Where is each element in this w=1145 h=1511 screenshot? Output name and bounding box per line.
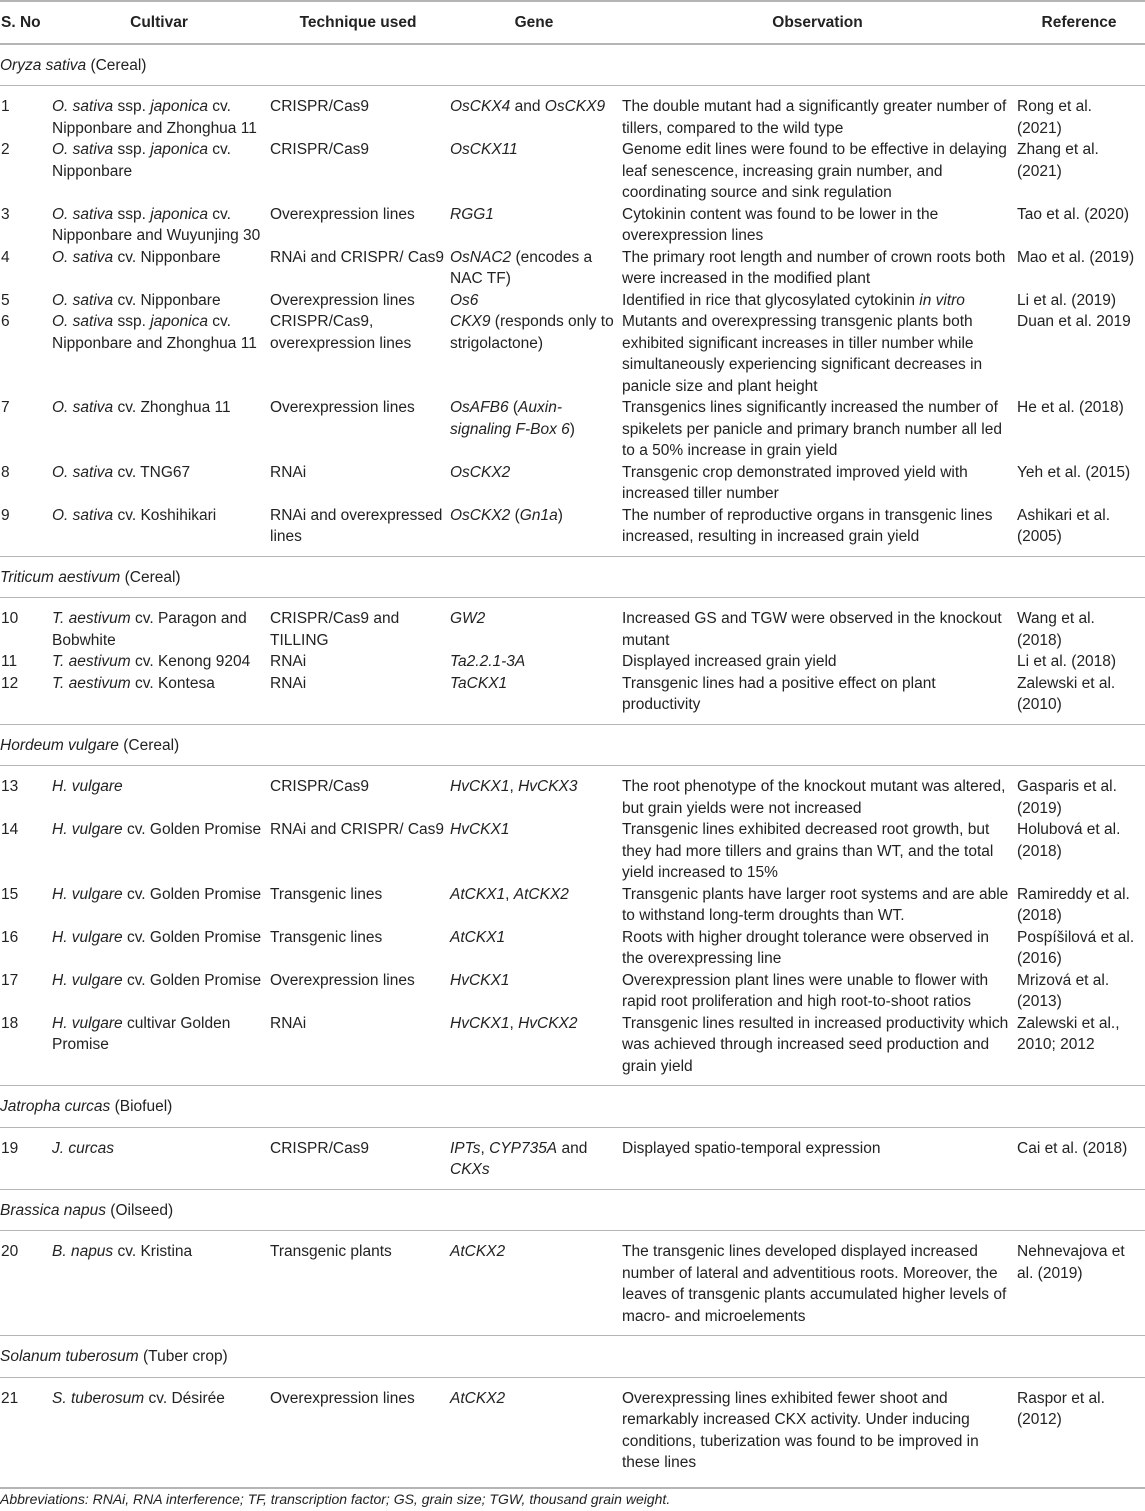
cell-reference: Gasparis et al. (2019) [1017,778,1117,817]
cell-cultivar [52,970,270,1013]
cell-cultivar [52,1241,270,1327]
section-species: Triticum aestivum [0,568,121,586]
cell-gene [450,651,622,673]
header-cultivar: Cultivar [52,1,270,44]
italic-text: HvCKX2 [518,1014,578,1032]
text: ) [569,420,575,438]
table-row [0,776,1145,819]
cell-reference: He et al. (2018) [1017,399,1124,416]
italic-text: OsCKX2 [450,463,511,481]
text: Increased GS and TGW were observed in the knockout mutant [622,610,1002,649]
text: Cytokinin content was found to be lower in the overexpression lines [622,205,939,244]
cell-sno: 11 [1,653,18,670]
table-row [0,1138,1145,1181]
cell-cultivar [52,776,270,819]
table-row [0,608,1145,651]
table-row [0,247,1145,290]
text: The root phenotype of the knockout mutant was altered, but grain yields were not increased [622,778,1006,817]
cell-gene [450,247,622,290]
cell-technique: RNAi [270,463,307,481]
header-observation: Observation [622,1,1017,44]
cell-cultivar [52,1013,270,1078]
footnote: Abbreviations: RNAi, RNA interference; TF, transcription factor; GS, grain size; TGW, thousand grain weight. [0,1487,1145,1511]
text: , [509,1014,519,1032]
section-header [0,1336,1145,1378]
cell-gene [450,673,622,716]
section-category: (Cereal) [118,736,180,754]
text: cv. Golden Promise [122,821,262,838]
cell-technique: Overexpression lines [270,291,415,309]
italic-text: AtCKX1 [450,885,506,903]
header-gene: Gene [450,1,622,44]
cell-sno: 21 [1,1389,19,1407]
cell-observation [622,96,1017,139]
italic-text: H. vulgare [52,1014,123,1032]
section-header [0,1086,1145,1128]
cell-observation [622,1138,1017,1181]
cell-gene [450,776,622,819]
cell-observation [622,927,1017,970]
cell-observation [622,311,1017,397]
cell-observation [622,1241,1017,1327]
cell-gene [450,819,622,884]
italic-text: H. vulgare [52,778,123,795]
cell-technique: Transgenic plants [270,1243,392,1260]
text: Transgenic plants have larger root systems and are able to withstand long-term droughts than WT. [622,885,1009,924]
italic-text: H. vulgare [52,885,123,903]
cell-gene [450,505,622,548]
cell-cultivar [52,1138,270,1181]
cell-sno: 15 [1,885,19,903]
text: cv. Nipponbare [52,141,231,180]
cell-reference: Wang et al. (2018) [1017,610,1095,649]
cell-reference: Ramireddy et al. (2018) [1017,885,1130,924]
table-body [0,44,1145,1482]
text: ssp. [113,141,151,158]
italic-text: RGG1 [450,205,494,223]
text: The primary root length and number of crown roots both were increased in the modified plant [622,248,1006,287]
section-category: (Biofuel) [110,1098,173,1115]
cell-cultivar [52,290,270,312]
text: , [509,778,519,795]
text: and [510,98,545,115]
cell-technique: Transgenic lines [270,928,383,946]
italic-text: Ta2.2.1-3A [450,653,526,670]
text: cv. Zhonghua 11 [113,399,231,416]
table-row [0,1013,1145,1078]
text: cv. Paragon and Bobwhite [52,610,247,649]
text: Displayed increased grain yield [622,653,837,670]
cell-sno: 5 [1,291,10,309]
italic-text: T. aestivum [52,610,131,627]
italic-text: OsCKX9 [544,98,606,115]
text: Overexpression plant lines were unable to flower with rapid root proliferation and high root-to-shoot ratios [622,971,989,1010]
section-species: Brassica napus [0,1201,106,1219]
text: cv. Golden Promise [122,885,262,903]
italic-text: HvCKX1 [450,778,510,795]
cell-sno: 8 [1,463,10,481]
text: cv. Koshihikari [113,506,217,524]
italic-text: H. vulgare [52,821,123,838]
italic-text: CKX9 [450,313,491,330]
text: and [557,1139,588,1157]
text: Mutants and overexpressing transgenic plants both exhibited significant increases in tiller number while simultaneously experiencing significant decreases in panicle size and plant height [622,313,983,395]
section-title [0,1086,1145,1128]
cell-reference: Holubová et al. (2018) [1017,821,1121,860]
italic-text: CKXs [450,1161,490,1178]
cell-reference: Yeh et al. (2015) [1017,463,1131,481]
italic-text: HvCKX1 [450,1014,510,1032]
cell-gene [450,96,622,139]
cell-cultivar [52,673,270,716]
cell-sno: 17 [1,971,19,989]
cell-observation [622,651,1017,673]
italic-text: AtCKX2 [513,885,569,903]
cell-reference: Mao et al. (2019) [1017,248,1135,266]
text: (encodes a NAC TF) [450,248,593,287]
italic-text: T. aestivum [52,653,131,670]
italic-text: T. aestivum [52,674,131,692]
section-species: Oryza sativa [0,56,87,74]
cell-cultivar [52,311,270,397]
cell-sno: 18 [1,1014,19,1032]
cell-reference: Li et al. (2018) [1017,653,1117,670]
section-species: Solanum tuberosum [0,1348,139,1365]
header-technique: Technique used [270,1,450,44]
cell-sno: 19 [1,1139,19,1157]
cell-technique: Overexpression lines [270,399,415,416]
text: cv. Nipponbare and Zhonghua 11 [52,313,257,352]
cell-reference: Zalewski et al., 2010; 2012 [1017,1014,1120,1053]
cell-cultivar [52,247,270,290]
cell-gene [450,884,622,927]
text: ( [508,399,519,416]
header-sno: S. No [0,1,52,44]
cell-cultivar [52,819,270,884]
cell-sno: 20 [1,1243,19,1260]
table-row [0,673,1145,716]
header-row [0,1,1145,44]
text: cultivar Golden Promise [52,1014,231,1053]
section-category: (Cereal) [86,56,147,74]
cell-reference: Tao et al. (2020) [1017,205,1130,223]
italic-text: O. sativa [52,463,114,481]
italic-text: S. tuberosum [52,1389,145,1407]
cell-technique: CRISPR/Cas9 [270,98,370,115]
cell-observation [622,970,1017,1013]
cell-observation [622,1388,1017,1474]
cell-reference: Duan et al. 2019 [1017,313,1131,330]
cell-cultivar [52,139,270,204]
cell-technique: CRISPR/Cas9 and TILLING [270,610,400,649]
italic-text: AtCKX2 [450,1243,506,1260]
text: cv. Kontesa [130,674,215,692]
cell-cultivar [52,505,270,548]
table-row [0,970,1145,1013]
cell-gene [450,970,622,1013]
table-row [0,819,1145,884]
cell-observation [622,776,1017,819]
text: Transgenic crop demonstrated improved yield with increased tiller number [622,463,968,502]
cell-sno: 3 [1,205,10,223]
text: cv. Golden Promise [122,971,262,989]
section-title [0,1189,1145,1231]
table-row [0,139,1145,204]
cell-cultivar [52,204,270,247]
cell-reference: Zalewski et al. (2010) [1017,674,1116,713]
text: cv. Nipponbare [113,291,221,309]
table-row [0,651,1145,673]
text: ssp. [113,313,151,330]
cell-cultivar [52,462,270,505]
cell-reference: Cai et al. (2018) [1017,1139,1128,1157]
section-title [0,724,1145,766]
cell-technique: RNAi [270,674,307,692]
italic-text: Auxin-signaling F-Box 6 [450,399,570,438]
italic-text: japonica [150,141,208,158]
section-header [0,724,1145,766]
cell-gene [450,1138,622,1181]
italic-text: OsCKX11 [450,141,518,158]
italic-text: TaCKX1 [450,674,508,692]
italic-text: GW2 [450,610,486,627]
section-species: Hordeum vulgare [0,736,119,754]
cell-sno: 14 [1,821,19,838]
section-header [0,556,1145,598]
text: , [505,885,514,903]
italic-text: IPTs [450,1139,481,1157]
section-title [0,1336,1145,1378]
cell-technique: RNAi and overexpressed lines [270,506,443,545]
cell-sno: 12 [1,674,19,692]
cell-gene [450,1241,622,1327]
text: Overexpressing lines exhibited fewer shoot and remarkably increased CKX activity. Under inducing conditions, tuberization was found to be improved in these lines [622,1389,979,1471]
text: Displayed spatio-temporal expression [622,1139,881,1157]
italic-text: in vitro [919,291,965,309]
cell-cultivar [52,1388,270,1474]
cell-gene [450,1013,622,1078]
section-header [0,1189,1145,1231]
cell-technique: Transgenic lines [270,885,383,903]
cell-cultivar [52,608,270,651]
text: cv. TNG67 [113,463,191,481]
cell-reference: Rong et al. (2021) [1017,98,1092,137]
italic-text: H. vulgare [52,928,123,946]
section-category: (Tuber crop) [138,1348,228,1365]
text: Transgenic lines exhibited decreased root growth, but they had more tillers and grains than WT, and the total yield increased to 15% [622,821,994,881]
cell-reference: Nehnevajova et al. (2019) [1017,1243,1125,1282]
text: cv. Kristina [113,1243,193,1260]
italic-text: HvCKX3 [518,778,578,795]
cell-cultivar [52,927,270,970]
cell-observation [622,247,1017,290]
section-species: Jatropha curcas [0,1098,111,1115]
text: The transgenic lines developed displayed increased number of lateral and adventitious roots. Moreover, the leaves of transgenic plants accumulated higher levels of macro- and microelements [622,1243,1007,1325]
italic-text: HvCKX1 [450,971,510,989]
cell-technique: CRISPR/Cas9 [270,778,370,795]
cell-technique: CRISPR/Cas9 [270,141,370,158]
cell-cultivar [52,884,270,927]
section-header [0,44,1145,86]
table-row [0,290,1145,312]
text: Transgenic lines had a positive effect on plant productivity [622,674,936,713]
table-row [0,96,1145,139]
text: Roots with higher drought tolerance were observed in the overexpressing line [622,928,990,967]
cell-gene [450,927,622,970]
cell-sno: 2 [1,141,10,158]
cell-observation [622,1013,1017,1078]
cell-gene [450,608,622,651]
italic-text: japonica [150,313,208,330]
text: The number of reproductive organs in transgenic lines increased, resulting in increased grain yield [622,506,993,545]
table-row [0,397,1145,462]
text: Genome edit lines were found to be effective in delaying leaf senescence, increasing grain number, and coordinating source and sink regulation [622,141,1007,201]
text: (responds only to strigolactone) [450,313,614,352]
cell-gene [450,139,622,204]
text: ) [557,506,563,524]
text: , [480,1139,490,1157]
text: cv. Nipponbare [113,248,221,266]
cell-sno: 13 [1,778,19,795]
cell-reference: Ashikari et al. (2005) [1017,506,1111,545]
cell-technique: RNAi [270,1014,307,1032]
text: The double mutant had a significantly greater number of tillers, compared to the wild type [622,98,1007,137]
text: Transgenic lines resulted in increased productivity which was achieved through increased seed production and grain yield [622,1014,1009,1075]
cell-gene [450,1388,622,1474]
cell-observation [622,139,1017,204]
text: Transgenics lines significantly increased the number of spikelets per panicle and primary branch number all led to a 50% increase in grain yield [622,399,1002,459]
cell-technique: Overexpression lines [270,971,415,989]
cell-cultivar [52,651,270,673]
italic-text: HvCKX1 [450,821,510,838]
table-row [0,311,1145,397]
cell-technique: Overexpression lines [270,1389,415,1407]
cell-technique: RNAi [270,653,307,670]
cell-sno: 4 [1,248,10,266]
cell-reference: Raspor et al. (2012) [1017,1389,1105,1428]
italic-text: O. sativa [52,248,114,266]
italic-text: O. sativa [52,313,114,330]
cell-gene [450,462,622,505]
italic-text: AtCKX2 [450,1389,506,1407]
table-row [0,204,1145,247]
cell-observation [622,397,1017,462]
italic-text: Gn1a [519,506,558,524]
cell-sno: 10 [1,610,19,627]
section-title [0,44,1145,86]
text: cv. Golden Promise [122,928,262,946]
italic-text: O. sativa [52,506,114,524]
italic-text: H. vulgare [52,971,123,989]
cell-observation [622,290,1017,312]
italic-text: japonica [150,98,208,115]
cell-sno: 7 [1,399,10,416]
text: cv. Nipponbare and Wuyunjing 30 [52,205,261,244]
cell-technique: RNAi and CRISPR/ Cas9 [270,248,445,266]
table-row [0,1388,1145,1474]
italic-text: O. sativa [52,98,114,115]
italic-text: OsCKX4 [450,98,511,115]
italic-text: OsNAC2 [450,248,512,266]
cell-observation [622,884,1017,927]
text: cv. Kenong 9204 [130,653,251,670]
table-row [0,1241,1145,1327]
cell-cultivar [52,96,270,139]
table-row [0,505,1145,548]
text: ( [510,506,520,524]
italic-text: O. sativa [52,399,114,416]
cell-technique: CRISPR/Cas9 [270,1139,370,1157]
cell-observation [622,204,1017,247]
cell-technique: Overexpression lines [270,205,415,223]
text: Identified in rice that glycosylated cytokinin [622,291,920,309]
cell-sno: 16 [1,928,19,946]
italic-text: O. sativa [52,141,114,158]
italic-text: OsAFB6 [450,399,509,416]
cell-reference: Mrizová et al. (2013) [1017,971,1110,1010]
cell-observation [622,673,1017,716]
text: cv. Nipponbare and Zhonghua 11 [52,98,257,137]
text: ssp. [113,205,151,223]
cell-sno: 9 [1,506,10,524]
table-row [0,462,1145,505]
cell-observation [622,505,1017,548]
cell-cultivar [52,397,270,462]
cell-observation [622,819,1017,884]
italic-text: B. napus [52,1243,114,1260]
italic-text: Os6 [450,291,479,309]
cell-gene [450,397,622,462]
cell-technique: RNAi and CRISPR/ Cas9 [270,821,445,838]
table-row [0,884,1145,927]
cell-sno: 6 [1,313,10,330]
table-row [0,927,1145,970]
italic-text: OsCKX2 [450,506,511,524]
cell-sno: 1 [1,98,10,115]
italic-text: AtCKX1 [450,928,506,946]
header-reference: Reference [1017,1,1145,44]
cell-observation [622,608,1017,651]
italic-text: japonica [150,205,208,223]
text: cv. Désirée [144,1389,225,1407]
italic-text: O. sativa [52,291,114,309]
italic-text: J. curcas [52,1139,115,1157]
section-category: (Cereal) [120,568,181,586]
section-title [0,556,1145,598]
cell-gene [450,311,622,397]
text: ssp. [113,98,151,115]
cell-observation [622,462,1017,505]
cell-technique: CRISPR/Cas9, overexpression lines [270,313,412,352]
cell-reference: Zhang et al. (2021) [1017,141,1099,180]
cell-gene [450,290,622,312]
cell-gene [450,204,622,247]
italic-text: O. sativa [52,205,114,223]
cell-reference: Pospíšilová et al. (2016) [1017,928,1135,967]
section-category: (Oilseed) [105,1201,174,1219]
cell-reference: Li et al. (2019) [1017,291,1117,309]
italic-text: CYP735A [489,1139,558,1157]
